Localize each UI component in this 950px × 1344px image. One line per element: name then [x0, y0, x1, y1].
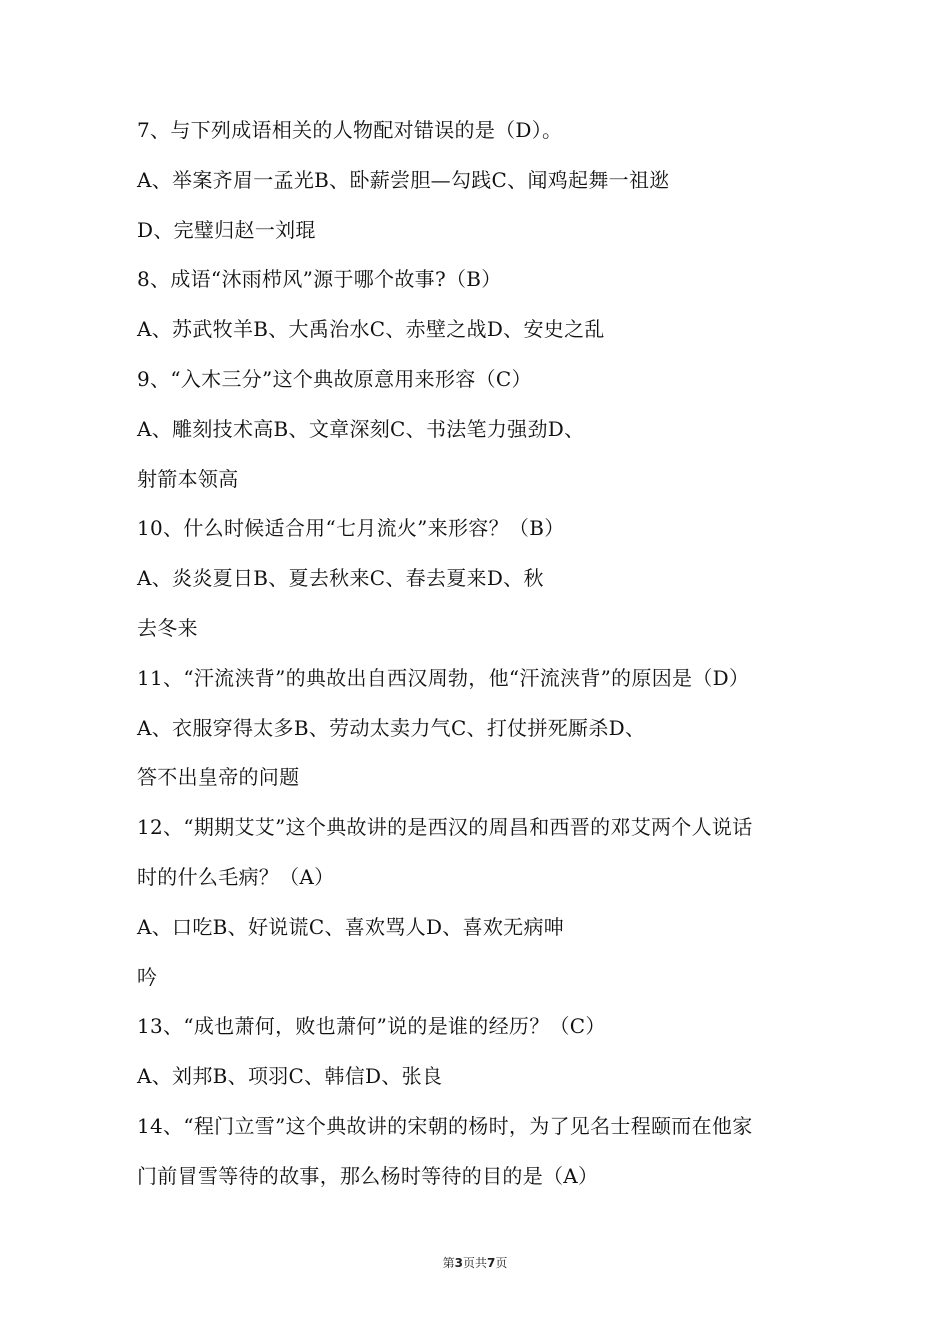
text-line-q14-cont: 门前冒雪等待的故事，那么杨时等待的目的是（A）	[137, 1163, 599, 1188]
text-line-q10-options-cont: 去冬来	[137, 615, 198, 640]
footer-current-page: 3	[454, 1256, 463, 1270]
text-line-q7: 7、与下列成语相关的人物配对错误的是（D）。	[137, 118, 563, 142]
text-line-q10-options: A、炎炎夏日B、夏去秋来C、春去夏来D、秋	[137, 566, 544, 591]
text-line-q12-options-cont: 吟	[137, 964, 158, 989]
text-line-q9-options-cont: 射箭本领高	[137, 466, 239, 491]
text-line-q8: 8、成语“沐雨栉风”源于哪个故事?（B）	[137, 267, 502, 292]
footer-prefix: 第	[442, 1256, 455, 1270]
text-line-q11-options: A、衣服穿得太多B、劳动太卖力气C、打仗拼死厮杀D、	[137, 715, 646, 740]
text-line-q9-options: A、雕刻技术高B、文章深刻C、书法笔力强劲D、	[137, 416, 585, 441]
question-text-block	[137, 106, 827, 1202]
text-line-q7-options: A、举案齐眉一孟光B、卧薪尝胆—勾践C、闻鸡起舞一祖逖	[137, 167, 670, 192]
text-line-q9: 9、“入木三分”这个典故原意用来形容（C）	[137, 366, 532, 391]
footer-middle: 页共	[462, 1256, 487, 1270]
text-line-q7-options-cont: D、完璧归赵一刘琨	[137, 217, 316, 242]
text-line-q11: 11、“汗流浃背”的典故出自西汉周勃，他“汗流浃背”的原因是（D）	[137, 665, 750, 690]
footer-suffix: 页	[495, 1256, 508, 1270]
text-line-q13-options: A、刘邦B、项羽C、韩信D、张良	[137, 1064, 443, 1089]
text-line-q12: 12、“期期艾艾”这个典故讲的是西汉的周昌和西晋的邓艾两个人说话	[137, 815, 753, 840]
text-line-q12-options: A、口吃B、好说谎C、喜欢骂人D、喜欢无病呻	[137, 914, 565, 939]
text-line-q13: 13、“成也萧何，败也萧何”说的是谁的经历？（C）	[137, 1014, 606, 1039]
text-line-q8-options: A、苏武牧羊B、大禹治水C、赤壁之战D、安史之乱	[137, 317, 605, 342]
text-line-q11-options-cont: 答不出皇帝的问题	[137, 765, 300, 790]
text-line-q10: 10、什么时候适合用“七月流火”来形容？（B）	[137, 516, 565, 541]
page-footer	[0, 1254, 950, 1271]
text-line-q12-cont: 时的什么毛病？（A）	[137, 864, 335, 889]
text-line-q14: 14、“程门立雪”这个典故讲的宋朝的杨时，为了见名士程颐而在他家	[137, 1113, 753, 1138]
footer-total-pages: 7	[487, 1256, 496, 1270]
